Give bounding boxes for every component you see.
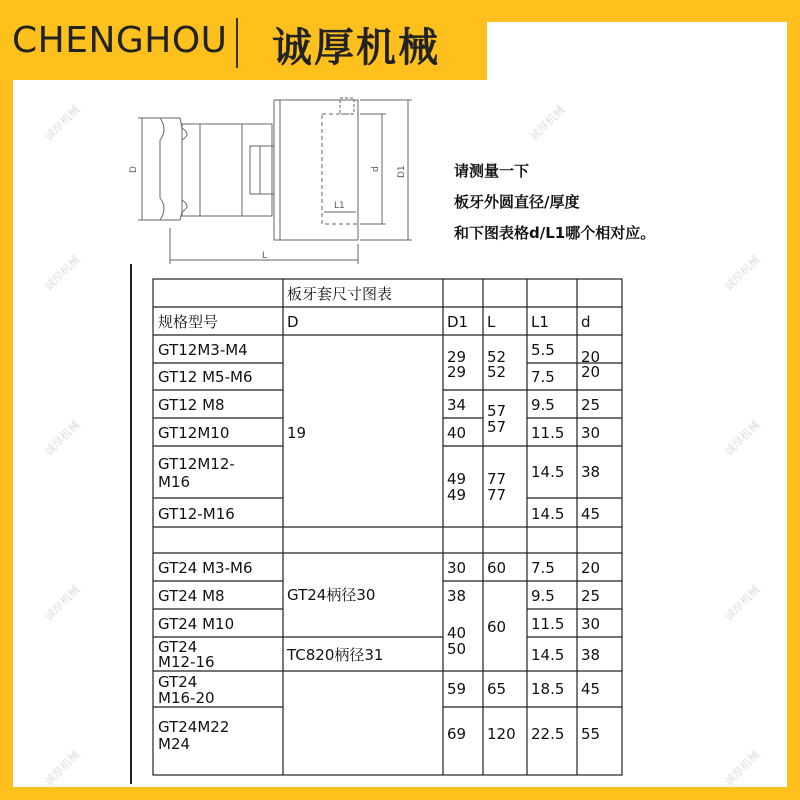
D-cell: 19 <box>287 424 307 442</box>
model-cell: GT24 M8 <box>158 587 225 605</box>
L-cell: 60 <box>487 559 507 577</box>
model-cell: M16 <box>158 473 191 491</box>
d-cell: 20 <box>581 348 601 366</box>
d-cell: 25 <box>581 396 601 414</box>
D1-cell: 29 <box>447 348 467 366</box>
D1-cell: 34 <box>447 396 467 414</box>
D1-cell: 49 <box>447 486 467 504</box>
L1-cell: 9.5 <box>531 396 555 414</box>
L-cell: 120 <box>487 725 516 743</box>
D1-cell: 29 <box>447 363 467 381</box>
d-cell: 38 <box>581 463 601 481</box>
model-cell: GT24 <box>158 638 198 656</box>
dim-label-L1: L1 <box>334 201 345 211</box>
d-cell: 20 <box>581 559 601 577</box>
note-line-2: 板牙外圆直径/厚度 <box>454 193 580 211</box>
dim-label-D1: D1 <box>397 165 407 178</box>
watermark: 诚厚机械 <box>722 418 763 459</box>
L-cell: 57 <box>487 402 507 420</box>
header-D: D <box>287 313 299 331</box>
D-cell: GT24柄径30 <box>287 586 376 604</box>
header-D1: D1 <box>447 313 469 331</box>
L1-cell: 5.5 <box>531 341 555 359</box>
watermark: 诚厚机械 <box>42 253 83 294</box>
D1-cell: 40 <box>447 424 467 442</box>
watermark: 诚厚机械 <box>722 583 763 624</box>
model-cell: GT12M3-M4 <box>158 341 248 359</box>
L1-cell: 14.5 <box>531 646 565 664</box>
d-cell: 25 <box>581 587 601 605</box>
L-cell: 65 <box>487 680 507 698</box>
model-cell: GT24 M10 <box>158 615 235 633</box>
dim-label-L: L <box>262 251 268 261</box>
watermark: 诚厚机械 <box>42 418 83 459</box>
watermark: 诚厚机械 <box>722 253 763 294</box>
L1-cell: 11.5 <box>531 615 565 633</box>
note-line-3: 和下图表格d/L1哪个相对应。 <box>454 224 656 242</box>
d-cell: 55 <box>581 725 601 743</box>
L1-cell: 7.5 <box>531 368 555 386</box>
D1-cell: 40 <box>447 624 467 642</box>
model-cell: GT24 M3-M6 <box>158 559 253 577</box>
L-cell: 52 <box>487 348 507 366</box>
d-cell: 38 <box>581 646 601 664</box>
L1-cell: 14.5 <box>531 505 565 523</box>
D-cell: TC820柄径31 <box>287 646 384 664</box>
watermark: 诚厚机械 <box>527 103 568 144</box>
header-L1: L1 <box>531 313 549 331</box>
watermark: 诚厚机械 <box>722 748 763 789</box>
model-cell: M16-20 <box>158 689 215 707</box>
model-cell: GT24M22 <box>158 718 230 736</box>
watermark: 诚厚机械 <box>42 748 83 789</box>
L-cell: 52 <box>487 363 507 381</box>
L-cell: 77 <box>487 486 507 504</box>
model-cell: M12-16 <box>158 653 215 671</box>
note-line-1: 请测量一下 <box>454 162 530 180</box>
header-L: L <box>487 313 496 331</box>
D1-cell: 49 <box>447 470 467 488</box>
d-cell: 30 <box>581 424 601 442</box>
d-cell: 30 <box>581 615 601 633</box>
L1-cell: 18.5 <box>531 680 565 698</box>
D1-cell: 38 <box>447 587 467 605</box>
D1-cell: 69 <box>447 725 467 743</box>
header-d: d <box>581 313 591 331</box>
model-cell: GT24 <box>158 673 198 691</box>
d-cell: 45 <box>581 505 601 523</box>
L-cell: 57 <box>487 418 507 436</box>
d-cell: 20 <box>581 363 601 381</box>
model-cell: M24 <box>158 735 191 753</box>
header-model: 规格型号 <box>158 313 219 331</box>
L1-cell: 11.5 <box>531 424 565 442</box>
watermark: 诚厚机械 <box>42 583 83 624</box>
model-cell: GT12M10 <box>158 424 230 442</box>
model-cell: GT12-M16 <box>158 505 235 523</box>
model-cell: GT12 M5-M6 <box>158 368 253 386</box>
model-cell: GT12 M8 <box>158 396 225 414</box>
L-cell: 77 <box>487 470 507 488</box>
L1-cell: 7.5 <box>531 559 555 577</box>
D1-cell: 50 <box>447 640 467 658</box>
table-title: 板牙套尺寸图表 <box>287 285 393 303</box>
model-cell: GT12M12- <box>158 455 235 473</box>
L1-cell: 22.5 <box>531 725 565 743</box>
brand-name-en: CHENGHOU <box>12 20 228 61</box>
dim-label-d: d <box>371 166 381 172</box>
watermark: 诚厚机械 <box>42 103 83 144</box>
d-cell: 45 <box>581 680 601 698</box>
L-cell: 60 <box>487 618 507 636</box>
L1-cell: 9.5 <box>531 587 555 605</box>
dim-label-D: D <box>129 166 139 173</box>
D1-cell: 30 <box>447 559 467 577</box>
L1-cell: 14.5 <box>531 463 565 481</box>
D1-cell: 59 <box>447 680 467 698</box>
brand-name-zh: 诚厚机械 <box>272 25 440 71</box>
